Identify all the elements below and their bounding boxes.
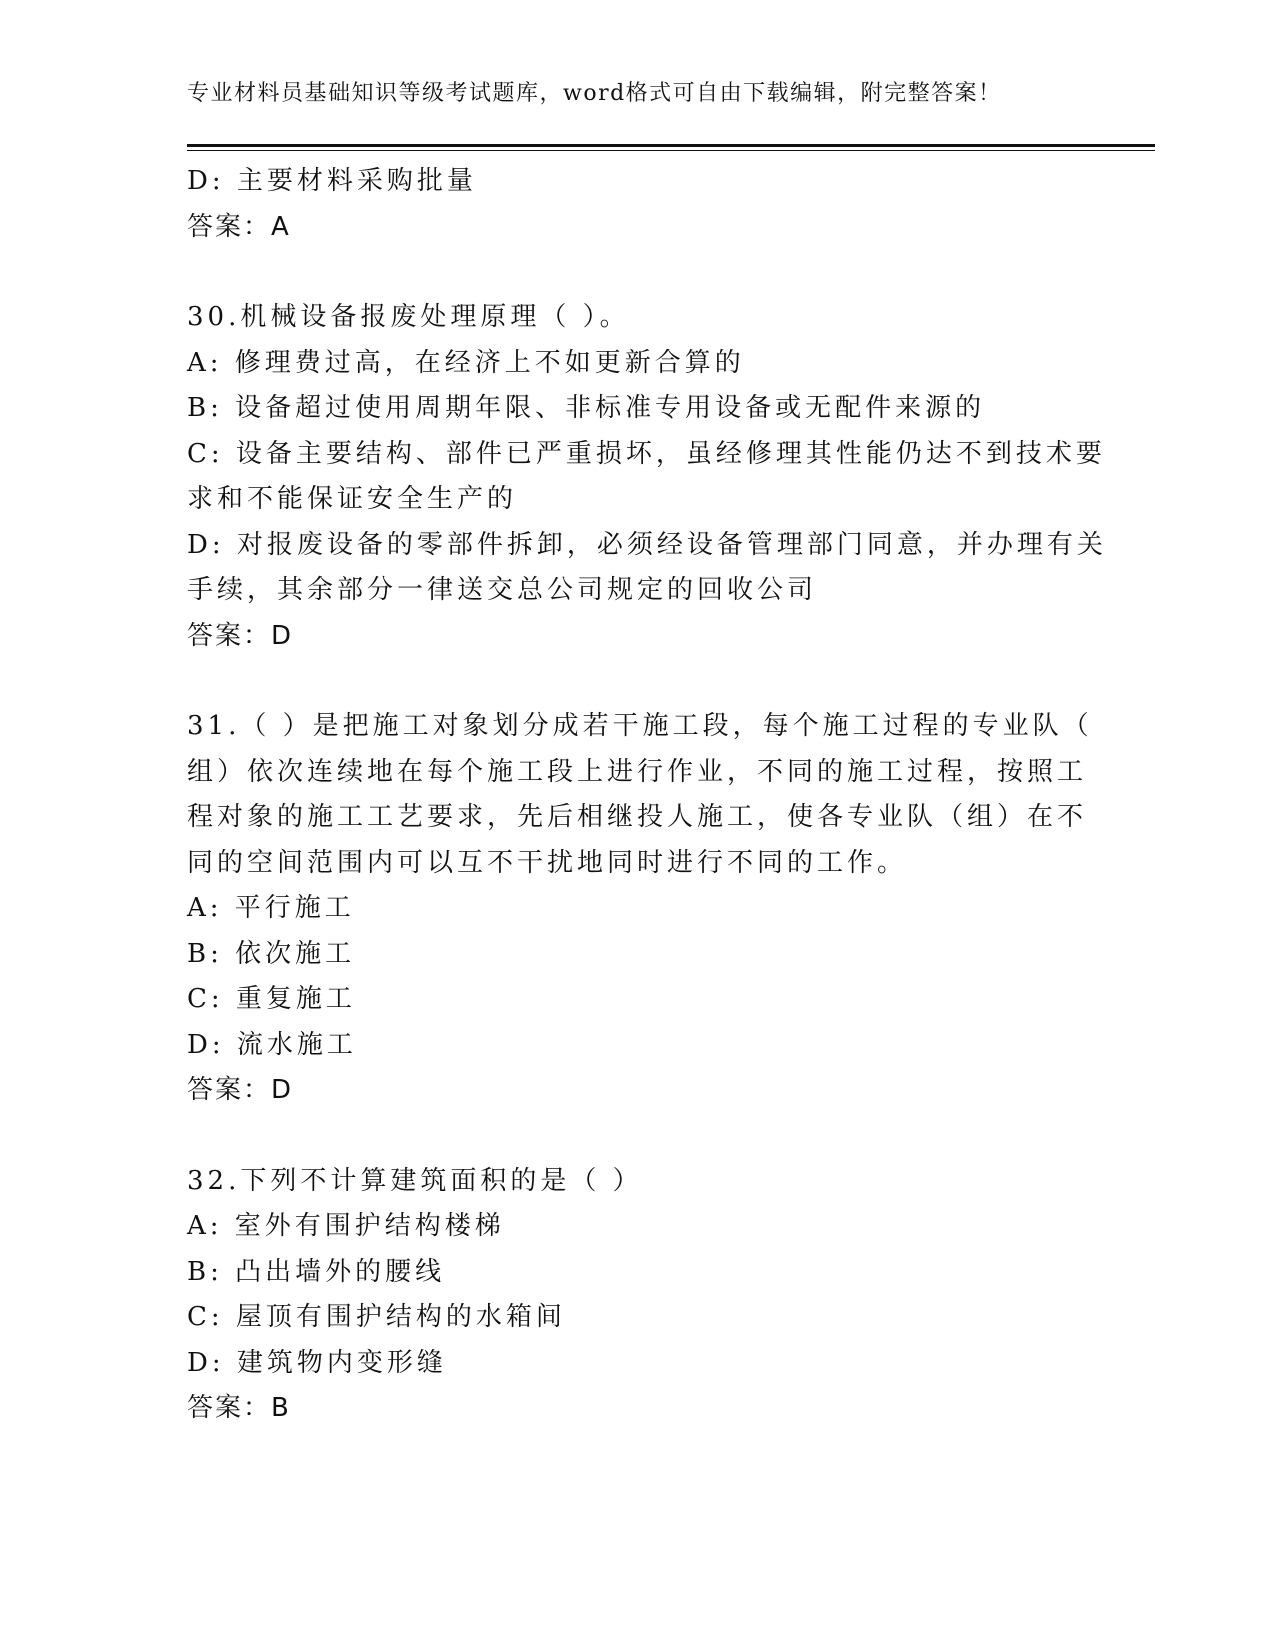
option-line: 手续，其余部分一律送交总公司规定的回收公司	[187, 575, 818, 605]
answer-line: 答案：B	[187, 1393, 291, 1423]
option-line: A: 室外有围护结构楼梯	[187, 1211, 505, 1241]
question-stem: 30.机械设备报废处理原理（ ）。	[187, 302, 630, 332]
question-stem: 程对象的施工工艺要求，先后相继投人施工，使各专业队（组）在不	[187, 802, 1088, 832]
answer-line: 答案：A	[187, 211, 291, 242]
page-header: 专业材料员基础知识等级考试题库，word格式可自由下载编辑，附完整答案！	[187, 81, 1002, 106]
question-stem: 32.下列不计算建筑面积的是（ ）	[187, 1165, 643, 1196]
option-line: C: 重复施工	[187, 984, 356, 1014]
option-line: B: 设备超过使用周期年限、非标准专用设备或无配件来源的	[187, 393, 986, 423]
option-line: A: 平行施工	[187, 893, 355, 923]
spacer	[187, 659, 1087, 704]
question-stem: 组）依次连续地在每个施工段上进行作业，不同的施工过程，按照工	[187, 756, 1088, 787]
option-line: B: 依次施工	[187, 938, 356, 969]
question-30	[187, 295, 1107, 659]
question-31	[187, 704, 1093, 1114]
document-body	[187, 159, 1107, 1432]
question-stem: 同的空间范围内可以互不干扰地同时进行不同的工作。	[187, 847, 908, 878]
answer-line: 答案：D	[187, 620, 294, 651]
option-line: 求和不能保证安全生产的	[187, 484, 518, 514]
option-line: A: 修理费过高，在经济上不如更新合算的	[187, 347, 745, 378]
option-line: C: 设备主要结构、部件已严重损坏，虽经修理其性能仍达不到技术要	[187, 438, 1106, 469]
answer-line: 答案：D	[187, 1075, 294, 1105]
question-32	[187, 1159, 1087, 1432]
spacer	[187, 1114, 1087, 1159]
option-line: B: 凸出墙外的腰线	[187, 1256, 446, 1287]
question-stem: 31.（ ）是把施工对象划分成若干施工段，每个施工过程的专业队（	[187, 711, 1093, 741]
option-line: D: 对报废设备的零部件拆卸，必须经设备管理部门同意，并办理有关	[187, 529, 1107, 560]
option-line: D: 建筑物内变形缝	[187, 1347, 447, 1378]
option-line: D: 主要材料采购批量	[187, 166, 477, 196]
spacer	[187, 250, 1087, 295]
option-line: C: 屋顶有围护结构的水箱间	[187, 1302, 566, 1332]
header-rule-thick	[187, 144, 1155, 147]
header-rule-thin	[187, 150, 1155, 151]
option-line: D: 流水施工	[187, 1029, 357, 1060]
